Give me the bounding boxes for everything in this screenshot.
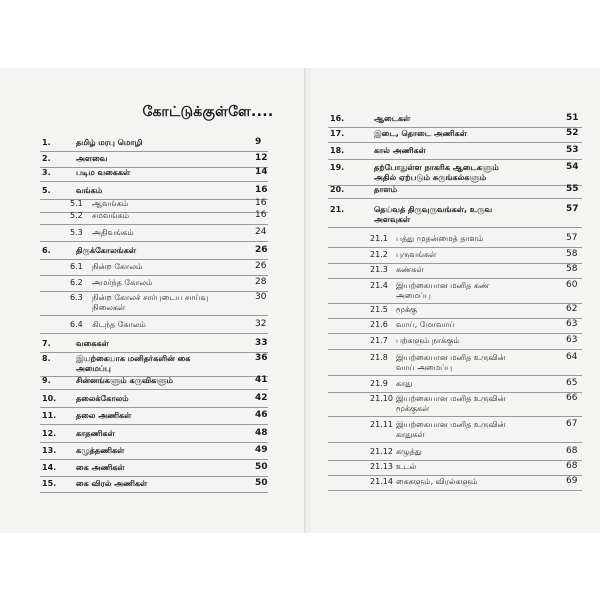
toc-divider (328, 333, 582, 334)
book-gutter (304, 68, 310, 533)
contents-title: கோட்டுக்குள்ளே.... (142, 104, 274, 120)
toc-divider (40, 241, 268, 242)
toc-divider (328, 227, 582, 228)
toc-divider (328, 142, 582, 143)
toc-entry[interactable] (42, 428, 268, 439)
toc-entry[interactable] (370, 264, 578, 275)
toc-entry[interactable] (370, 393, 578, 413)
toc-entry-number: 6. (42, 246, 51, 255)
toc-entry[interactable] (42, 478, 268, 489)
toc-entry-number: 8. (42, 354, 51, 363)
toc-divider (40, 442, 268, 443)
toc-divider (328, 416, 582, 417)
toc-entry[interactable] (370, 378, 578, 389)
toc-divider (328, 303, 582, 304)
toc-entry[interactable] (370, 446, 578, 457)
toc-entry-title: வாய், மோவாய் (396, 320, 455, 329)
toc-entry-page-number: 57 (566, 204, 579, 214)
toc-entry-page-number: 12 (255, 153, 268, 163)
toc-entry[interactable] (42, 338, 268, 349)
toc-entry-page-number: 16 (255, 185, 268, 195)
toc-entry-title: கிடந்த கோலம் (92, 320, 146, 329)
toc-entry-page-number: 62 (566, 304, 578, 314)
toc-entry-number: 21.5 (370, 305, 388, 314)
toc-entry-title: புருவங்கள் (396, 250, 437, 259)
toc-entry-number: 21. (330, 205, 345, 214)
toc-entry[interactable] (42, 353, 268, 373)
toc-divider (40, 315, 268, 316)
toc-entry-title: ஆவங்கம் (92, 199, 129, 208)
toc-entry-title: வங்கம் (76, 186, 103, 195)
toc-entry[interactable] (370, 476, 578, 487)
toc-entry-page-number: 53 (566, 145, 579, 155)
toc-entry-title: நின்ற கோலச் சார்புடைய சாய்வு நிலைகள் (92, 293, 209, 312)
toc-entry-number: 18. (330, 146, 345, 155)
toc-entry-page-number: 65 (566, 378, 578, 388)
toc-entry-page-number: 36 (255, 353, 268, 363)
toc-entry[interactable] (42, 185, 268, 196)
toc-entry[interactable] (370, 419, 578, 439)
toc-entry[interactable] (330, 184, 579, 195)
toc-entry-title: வகைகள் (76, 339, 109, 348)
toc-entry-page-number: 52 (566, 128, 579, 138)
toc-entry-number: 21.6 (370, 320, 388, 329)
toc-entry-page-number: 57 (566, 233, 578, 243)
toc-divider (40, 389, 268, 390)
toc-entry-number: 6.4 (70, 320, 83, 329)
toc-entry-number: 9. (42, 376, 51, 385)
toc-entry-page-number: 58 (566, 249, 578, 259)
toc-entry-number: 12. (42, 429, 57, 438)
toc-entry-title: தெய்வத் திருவுருவங்கள், உருவ அளவுகள் (374, 205, 493, 224)
toc-entry-number: 20. (330, 185, 345, 194)
toc-entry[interactable] (370, 249, 578, 260)
toc-entry-page-number: 46 (255, 410, 268, 420)
toc-entry-title: கால் அணிகள் (374, 146, 426, 155)
toc-entry-title: இயற்கையான மனித உருவின் மூக்குகள் (396, 394, 506, 413)
toc-entry[interactable] (42, 462, 268, 473)
toc-entry-number: 17. (330, 129, 345, 138)
toc-entry-number: 13. (42, 446, 57, 455)
toc-entry-page-number: 48 (255, 428, 268, 438)
toc-entry-number: 21.1 (370, 234, 388, 243)
toc-divider (328, 318, 582, 319)
toc-entry-page-number: 67 (566, 419, 578, 429)
toc-entry-number: 5.1 (70, 199, 83, 208)
toc-entry-title: தற்போதுள்ள நாகரிக ஆடைகளும் அதில் ஏற்படும் சுருங்கல்களும் (374, 163, 499, 182)
toc-entry-number: 3. (42, 168, 51, 177)
toc-entry-number: 16. (330, 114, 345, 123)
toc-entry-page-number: 54 (566, 162, 579, 172)
toc-divider (40, 181, 268, 182)
toc-entry[interactable] (330, 162, 579, 182)
toc-entry-title: இயற்கையான மனித உருவின் காதுகள் (396, 420, 506, 439)
toc-entry-title: கழுத்தணிகள் (76, 446, 125, 455)
toc-divider (40, 459, 268, 460)
toc-entry-title: இயற்கையாக மனிதர்களின் கை அமைப்பு (76, 354, 191, 373)
toc-divider (328, 247, 582, 248)
toc-divider (40, 275, 268, 276)
toc-divider (328, 475, 582, 476)
toc-entry-title: பத்து முதன்மைத் தாளம் (396, 234, 484, 243)
toc-entry[interactable] (70, 261, 267, 272)
toc-entry-number: 21.2 (370, 250, 388, 259)
toc-entry-title: பற்களும் நாக்கும் (396, 336, 460, 345)
toc-entry-title: சின்னங்களும் கருவிகளும் (76, 376, 173, 385)
toc-divider (40, 333, 268, 334)
toc-entry[interactable] (330, 145, 579, 156)
toc-entry-number: 21.10 (370, 394, 393, 403)
toc-entry-title: தாளம் (374, 185, 398, 194)
toc-entry-page-number: 50 (255, 478, 268, 488)
toc-divider (40, 476, 268, 477)
toc-divider (328, 349, 582, 350)
toc-divider (40, 224, 268, 225)
toc-entry-title: திருக்கோலங்கள் (76, 246, 137, 255)
toc-entry-number: 19. (330, 163, 345, 172)
toc-entry-page-number: 26 (255, 245, 268, 255)
toc-entry[interactable] (42, 137, 262, 148)
toc-entry-number: 21.8 (370, 353, 388, 362)
toc-divider (40, 151, 268, 152)
toc-entry[interactable] (42, 245, 268, 256)
toc-entry-title: கைகளும், விரல்களும் (396, 477, 478, 486)
toc-entry[interactable] (42, 445, 268, 456)
toc-entry-title: தலைக்கோலம் (76, 394, 129, 403)
toc-divider (328, 127, 582, 128)
toc-entry-page-number: 55 (566, 184, 579, 194)
toc-entry-number: 21.4 (370, 281, 388, 290)
toc-entry-number: 21.12 (370, 447, 393, 456)
toc-entry-page-number: 32 (255, 319, 267, 329)
toc-entry-number: 5.2 (70, 211, 83, 220)
toc-entry-title: அமர்ந்த கோலம் (92, 278, 153, 287)
toc-entry-number: 21.7 (370, 336, 388, 345)
toc-entry-page-number: 69 (566, 476, 578, 486)
toc-divider (328, 460, 582, 461)
toc-entry-number: 21.3 (370, 265, 388, 274)
toc-entry-page-number: 9 (255, 137, 262, 147)
toc-entry[interactable] (370, 352, 578, 372)
toc-divider (40, 352, 268, 353)
toc-entry-page-number: 68 (566, 446, 578, 456)
toc-entry-number: 11. (42, 411, 57, 420)
toc-entry-number: 21.13 (370, 462, 393, 471)
toc-entry-number: 14. (42, 463, 57, 472)
toc-entry-title: மூக்கு (396, 305, 418, 314)
toc-entry-title: தமிழ் மரபு மொழி (76, 138, 143, 147)
toc-entry-title: இயற்கையான மனித கண் அமைப்பு (396, 281, 490, 300)
toc-entry-title: காது (396, 379, 413, 388)
toc-entry-title: கை விரல் அணிகள் (76, 479, 148, 488)
toc-divider (328, 392, 582, 393)
toc-divider (328, 263, 582, 264)
toc-entry-page-number: 49 (255, 445, 268, 455)
toc-entry-number: 6.3 (70, 293, 83, 302)
toc-entry[interactable] (70, 210, 267, 221)
toc-entry[interactable] (42, 393, 268, 404)
toc-entry[interactable] (70, 277, 267, 288)
toc-entry-title: கை அணிகள் (76, 463, 125, 472)
toc-entry-number: 6.1 (70, 262, 83, 271)
toc-entry-title: அளவை (76, 154, 108, 163)
toc-divider (328, 490, 582, 491)
toc-divider (40, 259, 268, 260)
toc-entry[interactable] (370, 319, 578, 330)
toc-entry-title: காதணிகள் (76, 429, 115, 438)
toc-entry-page-number: 24 (255, 227, 267, 237)
toc-divider (328, 159, 582, 160)
toc-entry[interactable] (370, 304, 578, 315)
toc-divider (328, 198, 582, 199)
toc-entry-page-number: 28 (255, 277, 267, 287)
toc-entry-number: 7. (42, 339, 51, 348)
toc-entry-number: 1. (42, 138, 51, 147)
toc-entry[interactable] (370, 461, 578, 472)
toc-entry-title: கண்கள் (396, 265, 424, 274)
toc-entry[interactable] (70, 292, 267, 312)
toc-entry[interactable] (370, 233, 578, 244)
toc-divider (328, 375, 582, 376)
toc-entry-page-number: 41 (255, 375, 268, 385)
toc-entry-page-number: 26 (255, 261, 267, 271)
toc-entry-title: ஆடைகள் (374, 114, 411, 123)
toc-entry-page-number: 42 (255, 393, 268, 403)
toc-entry-page-number: 14 (255, 167, 268, 177)
toc-entry-page-number: 16 (255, 210, 267, 220)
toc-entry-page-number: 16 (255, 198, 267, 208)
toc-entry[interactable] (70, 198, 267, 209)
toc-entry-page-number: 50 (255, 462, 268, 472)
toc-entry-number: 21.9 (370, 379, 388, 388)
toc-entry[interactable] (42, 375, 268, 386)
toc-entry-page-number: 68 (566, 461, 578, 471)
toc-entry-title: நின்ற கோலம் (92, 262, 143, 271)
toc-entry-title: சமவங்கம் (92, 211, 130, 220)
toc-entry[interactable] (370, 335, 578, 346)
toc-entry-page-number: 63 (566, 335, 578, 345)
toc-divider (40, 407, 268, 408)
toc-entry-number: 10. (42, 394, 57, 403)
toc-entry-title: இடை, தொடை அணிகள் (374, 129, 468, 138)
toc-entry-number: 21.11 (370, 420, 393, 429)
toc-entry[interactable] (70, 319, 267, 330)
toc-entry-page-number: 58 (566, 264, 578, 274)
toc-entry-page-number: 33 (255, 338, 268, 348)
toc-entry-number: 5. (42, 186, 51, 195)
toc-entry-number: 15. (42, 479, 57, 488)
toc-entry[interactable] (330, 204, 579, 224)
toc-entry-page-number: 64 (566, 352, 578, 362)
toc-entry[interactable] (42, 410, 268, 421)
toc-entry-page-number: 66 (566, 393, 578, 403)
toc-entry[interactable] (70, 227, 267, 238)
toc-entry-number: 21.14 (370, 477, 393, 486)
toc-entry[interactable] (330, 128, 579, 139)
toc-divider (40, 492, 268, 493)
toc-divider (40, 291, 268, 292)
toc-entry-title: படிம வகைகள் (76, 168, 131, 177)
toc-entry-number: 5.3 (70, 228, 83, 237)
toc-entry-title: அதிவங்கம் (92, 228, 134, 237)
toc-entry-number: 2. (42, 154, 51, 163)
toc-divider (328, 442, 582, 443)
toc-entry-page-number: 30 (255, 292, 267, 302)
toc-entry-title: கழுத்து (396, 447, 422, 456)
toc-entry[interactable] (370, 280, 578, 300)
toc-divider (40, 424, 268, 425)
toc-entry[interactable] (42, 153, 268, 164)
toc-entry[interactable] (330, 113, 579, 124)
toc-entry-page-number: 63 (566, 319, 578, 329)
toc-entry[interactable] (42, 167, 268, 178)
toc-divider (328, 278, 582, 279)
toc-entry-title: உடல் (396, 462, 417, 471)
toc-entry-number: 6.2 (70, 278, 83, 287)
toc-entry-page-number: 51 (566, 113, 579, 123)
toc-entry-title: தலை அணிகள் (76, 411, 132, 420)
toc-entry-title: இயற்கையான மனித உருவின் வாய் அமைப்பு (396, 353, 506, 372)
toc-entry-page-number: 60 (566, 280, 578, 290)
